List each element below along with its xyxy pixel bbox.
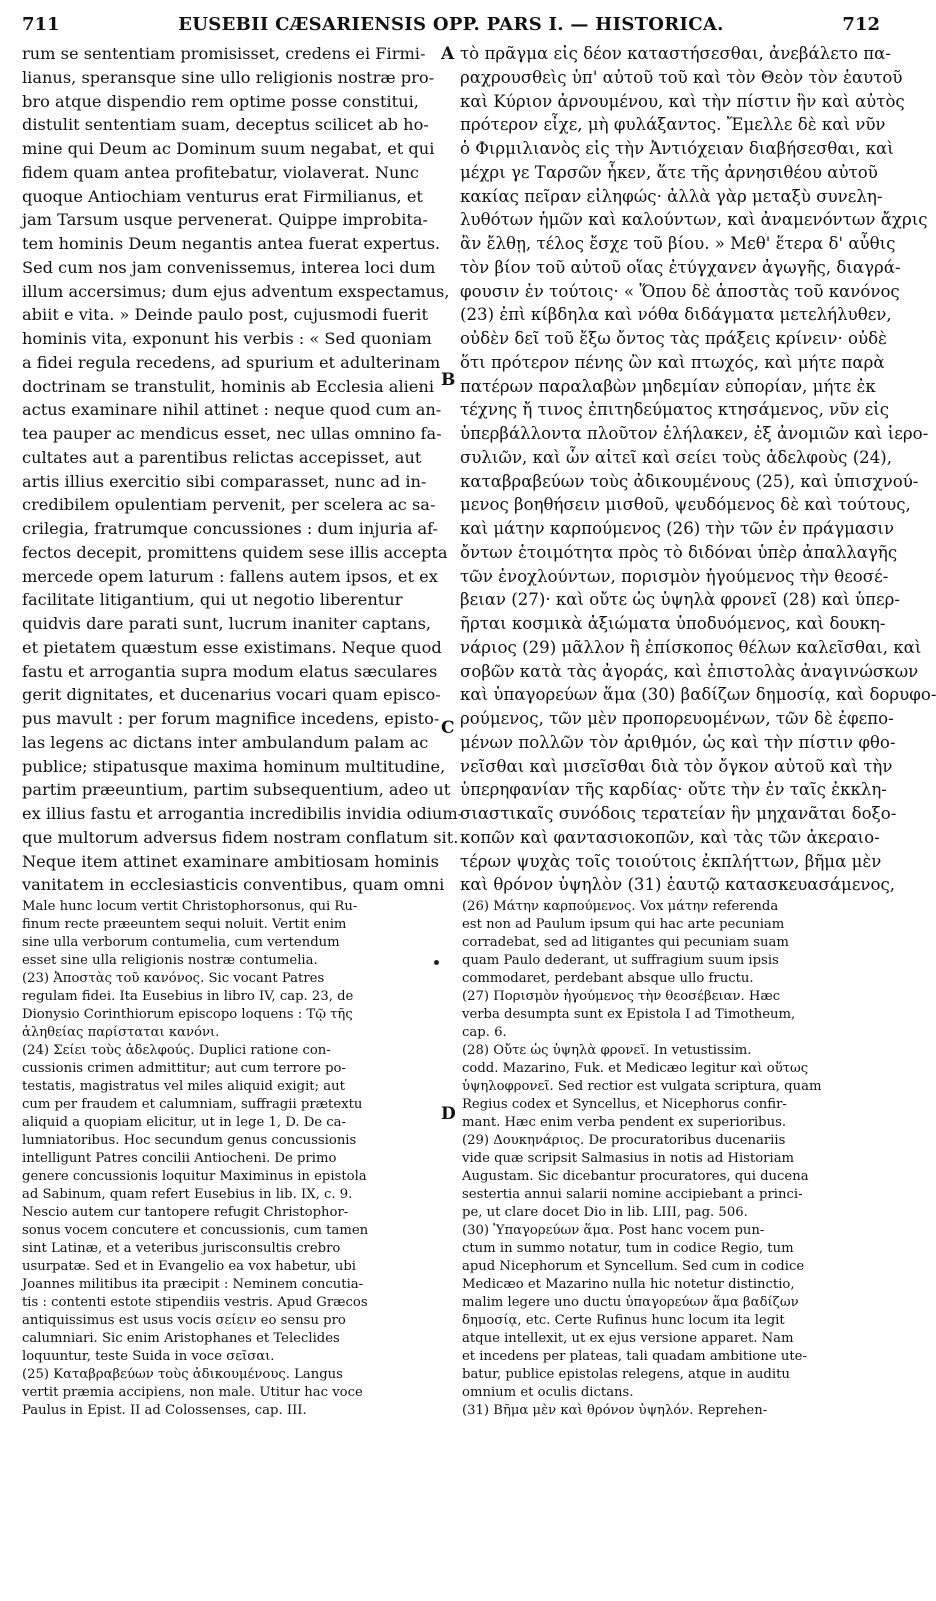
footnote-line: (23) Ἀποστὰς τοῦ κανόνος. Sic vocant Patres bbox=[22, 971, 325, 986]
latin-text-line: credibilem opulentiam pervenit, per scelera ac sa- bbox=[22, 495, 436, 515]
latin-text-line: facilitate litigantium, qui ut negotio liberentur bbox=[22, 590, 403, 610]
greek-text-line: τέχνης ἤ τινος ἐπιτηδεύματος κτησάμενος, νῦν εἰς bbox=[460, 400, 890, 420]
footnote-line: Nescio autem cur tantopere refugit Christophor- bbox=[22, 1205, 349, 1220]
greek-text-line: μένων πολλῶν τὸν ἀριθμόν, ὡς καὶ τὴν πίστιν φθο- bbox=[460, 732, 896, 752]
latin-text-line: jam Tarsum usque pervenerat. Quippe improbita- bbox=[22, 210, 429, 230]
greek-text-line: μέχρι γε Ταρσῶν ἧκεν, ἅτε τῆς ἀρνησιθέου αὐτοῦ bbox=[460, 162, 878, 182]
footnote-line: verba desumpta sunt ex Epistola I ad Timotheum, bbox=[462, 1007, 796, 1022]
footnote-line: lumniatoribus. Hoc secundum genus concussionis bbox=[22, 1133, 357, 1148]
greek-text-line: συλιῶν, καὶ ὧν αἰτεῖ καὶ σείει τοὺς ἀδελφοὺς (24), bbox=[460, 447, 893, 467]
greek-text-line: ρούμενος, τῶν μὲν προπορευομένων, τῶν δὲ ἐφεπο- bbox=[460, 709, 894, 728]
section-marker-d: D bbox=[441, 1104, 456, 1124]
footnote-line: Regius codex et Syncellus, et Nicephorus confir- bbox=[462, 1097, 787, 1112]
greek-text-line: καὶ μάτην καρπούμενος (26) τὴν τῶν ἐν πράγμασιν bbox=[460, 519, 895, 538]
footnote-line: corradebat, sed ad litigantes qui pecuniam suam bbox=[462, 935, 789, 950]
footnote-line: antiquissimus est usus vocis σείειν eo sensu pro bbox=[22, 1313, 346, 1328]
greek-text-line: τὸ πρᾶγμα εἰς δέον καταστήσεσθαι, ἀνεβάλετο πα- bbox=[460, 44, 891, 63]
footnote-line: Joannes militibus ita præcipit : Neminem concutia- bbox=[22, 1277, 364, 1292]
footnote-line: sestertia annui salarii nomine accipiebant a princi- bbox=[462, 1187, 803, 1202]
footnote-line: (28) Οὔτε ὡς ὑψηλὰ φρονεῖ. In vetustissim. bbox=[462, 1043, 752, 1058]
latin-text-line: ex illius fastu et arrogantia incredibilis invidia odium- bbox=[22, 804, 464, 823]
footnote-line: aliquid a quopiam elicitur, ut in lege 1, D. De ca- bbox=[22, 1115, 346, 1130]
latin-text-line: et pietatem quæstum esse existimans. Neque quod bbox=[22, 637, 442, 657]
latin-text-line: doctrinam se transtulit, hominis ab Ecclesia alieni bbox=[22, 376, 434, 396]
greek-text-line: τὸν βίον τοῦ αὐτοῦ οἵας ἐτύγχανεν ἀγωγῆς, διαγρά- bbox=[460, 257, 901, 277]
footnotes-left bbox=[22, 898, 442, 1420]
latin-text-column bbox=[22, 42, 464, 897]
greek-text-line: ὑπερβάλλοντα πλοῦτον ἐλήλακεν, ἐξ ἀνομιῶν καὶ ἱερο- bbox=[460, 424, 929, 443]
section-marker-b: B bbox=[441, 370, 456, 390]
latin-text-line: pus mavult : per forum magnifice incedens, episto- bbox=[22, 709, 440, 728]
latin-text-line: tea pauper ac mendicus esset, nec ullas omnino fa- bbox=[22, 424, 442, 443]
footnote-line: intelligunt Patres concilii Antiocheni. De primo bbox=[22, 1151, 337, 1166]
latin-text-line: bro atque dispendio rem optime posse constitui, bbox=[22, 91, 419, 111]
footnote-line: batur, publice epistolas relegens, atque in auditu bbox=[462, 1367, 790, 1382]
latin-text-line: Neque item attinet examinare ambitiosam hominis bbox=[22, 851, 439, 871]
latin-text-line: distulit sententiam suam, deceptus scilicet ab ho- bbox=[22, 115, 429, 135]
latin-text-line: hominis vita, exponunt his verbis : « Sed quoniam bbox=[22, 329, 432, 348]
greek-text-line: ὑπερηφανίαν τῆς καρδίας· οὔτε τὴν ἐν ταῖς ἐκκλη- bbox=[460, 780, 887, 800]
footnote-line: atque intellexit, ut ex ejus versione apparet. Nam bbox=[462, 1331, 794, 1346]
footnote-line: Dionysio Corinthiorum episcopo loquens : Τῷ τῆς bbox=[22, 1007, 353, 1022]
footnote-line: mant. Hæc enim verba pendent ex superioribus. bbox=[462, 1115, 787, 1130]
footnote-line: Male hunc locum vertit Christophorsonus, qui Ru- bbox=[22, 899, 358, 914]
greek-text-line: πατέρων παραλαβὼν μηδεμίαν εὐπορίαν, μήτε ἐκ bbox=[460, 376, 876, 396]
footnote-line: calumniari. Sic enim Aristophanes et Teleclides bbox=[22, 1331, 340, 1346]
footnotes-right bbox=[462, 898, 882, 1420]
latin-text-line: fectos decepit, promittens quidem sese illis accepta bbox=[22, 542, 448, 562]
footnote-line: (25) Καταβραβεύων τοὺς ἀδικουμένους. Langus bbox=[22, 1367, 343, 1382]
page-number-right: 712 bbox=[842, 14, 880, 35]
footnote-line: ad Sabinum, quam refert Eusebius in lib. IX, c. 9. bbox=[22, 1187, 353, 1202]
footnote-line: cum per fraudem et calumniam, suffragii prætextu bbox=[22, 1097, 363, 1112]
footnote-line: codd. Mazarino, Fuk. et Medicæo legitur καὶ οὕτως bbox=[462, 1061, 809, 1076]
greek-text-line: καὶ θρόνον ὑψηλὸν (31) ἑαυτῷ κατασκευασάμενος, bbox=[460, 875, 896, 895]
latin-text-line: quoque Antiochiam venturus erat Firmilianus, et bbox=[22, 186, 423, 206]
section-marker-c: C bbox=[441, 718, 455, 738]
latin-text-line: lianus, speransque sine ullo religionis nostræ pro- bbox=[22, 67, 435, 87]
latin-text-line: publice; stipatusque maxima hominum multitudine, bbox=[22, 756, 446, 776]
footnote-line: ὑψηλοφρονεῖ. Sed rectior est vulgata scriptura, quam bbox=[462, 1079, 822, 1094]
greek-text-line: νάριος (29) μᾶλλον ἢ ἐπίσκοπος θέλων καλεῖσθαι, καὶ bbox=[460, 637, 922, 657]
greek-text-line: (23) ἐπὶ κίβδηλα καὶ νόθα διδάγματα μετελήλυθεν, bbox=[460, 305, 892, 325]
greek-text-line: σιαστικαῖς συνόδοις τερατείαν ἣν μηχανᾶται δοξο- bbox=[460, 804, 897, 823]
greek-text-line: ὄντων ἑτοιμότητα πρὸς τὸ διδόναι ὑπὲρ ἀπαλλαγῆς bbox=[460, 542, 898, 562]
footnote-line: (29) Δουκηνάριος. De procuratoribus ducenariis bbox=[462, 1133, 786, 1148]
latin-text-line: tem hominis Deum negantis antea fuerat expertus. bbox=[22, 234, 441, 253]
footnote-line: vide quæ scripsit Salmasius in notis ad Historiam bbox=[462, 1151, 795, 1166]
latin-text-line: artis illius exercitio sibi comparasset, nunc ad in- bbox=[22, 471, 427, 491]
footnote-line: tis : contenti estote stipendiis vestris. Apud Græcos bbox=[22, 1295, 368, 1310]
latin-text-line: illum accersimus; dum ejus adventum exspectamus, bbox=[22, 281, 450, 301]
latin-text-line: gerit dignitates, et ducenarius vocari quam episco- bbox=[22, 685, 441, 705]
greek-text-line: ὅτι πρότερον πένης ὢν καὶ πτωχός, καὶ μήτε παρὰ bbox=[460, 352, 885, 372]
latin-text-line: mine qui Deum ac Dominum suum negabat, et qui bbox=[22, 139, 435, 158]
greek-text-line: ῆρται κοσμικὰ ἀξιώματα ὑποδυόμενος, καὶ δουκη- bbox=[460, 614, 886, 633]
greek-text-line: βειαν (27)· καὶ οὔτε ὡς ὑψηλὰ φρονεῖ (28) καὶ ὑπερ- bbox=[460, 590, 900, 610]
footnote-line: vertit præmia accipiens, non male. Utitur hac voce bbox=[22, 1385, 363, 1400]
footnote-line: finum recte præeuntem sequi noluit. Vertit enim bbox=[22, 917, 347, 932]
footnote-line: usurpatæ. Sed et in Evangelio ea vox habetur, ubi bbox=[22, 1259, 357, 1274]
footnote-line: omnium et oculis dictans. bbox=[462, 1385, 634, 1400]
greek-text-line: λυθότων ἡμῶν καὶ καλούντων, καὶ ἀναμενόντων ἄχρις bbox=[460, 210, 928, 230]
section-marker-a: A bbox=[441, 44, 455, 64]
greek-text-line: τῶν ἐνοχλούντων, πορισμὸν ἡγούμενος τὴν θεοσέ- bbox=[460, 566, 889, 586]
greek-text-line: ὁ Φιρμιλιανὸς εἰς τὴν Ἀντιόχειαν διαβήσεσθαι, καὶ bbox=[460, 139, 894, 158]
footnote-line: ctum in summo notatur, tum in codice Regio, tum bbox=[462, 1241, 794, 1256]
footnote-line: loquuntur, teste Suida in voce σεῖσαι. bbox=[22, 1349, 275, 1364]
footnote-line: Augustam. Sic dicebantur procuratores, qui ducena bbox=[462, 1169, 809, 1184]
latin-text-line: las legens ac dictans inter ambulandum palam ac bbox=[22, 732, 429, 752]
footnote-line: sine ulla verborum contumelia, cum vertendum bbox=[22, 935, 340, 950]
latin-text-line: abiit e vita. » Deinde paulo post, cujusmodi fuerit bbox=[22, 305, 428, 325]
greek-text-line: κακίας πεῖραν εἰληφώς· ἀλλὰ γὰρ μεταξὺ συνελη- bbox=[460, 186, 883, 206]
footnote-line: δημοσίᾳ, etc. Certe Rufinus hunc locum ita legit bbox=[462, 1313, 785, 1328]
footnote-line: ἀληθείας παρίσταται κανόνι. bbox=[22, 1025, 220, 1040]
latin-text-line: Sed cum nos jam convenissemus, interea loci dum bbox=[22, 257, 436, 277]
greek-text-line: ἂν ἔλθῃ, τέλος ἔσχε τοῦ βίου. » Μεθ' ἕτερα δ' αὖθις bbox=[460, 234, 896, 253]
footnote-line: (24) Σείει τοὺς ἀδελφούς. Duplici ratione con- bbox=[22, 1043, 331, 1058]
latin-text-line: crilegia, fratrumque concussiones : dum injuria af- bbox=[22, 519, 439, 538]
footnote-line: pe, ut clare docet Dio in lib. LIII, pag. 506. bbox=[462, 1205, 748, 1220]
greek-text-column bbox=[460, 42, 936, 897]
footnote-line: (30) Ὑπαγορεύων ἅμα. Post hanc vocem pun- bbox=[462, 1223, 765, 1238]
greek-text-line: καὶ Κύριον ἀρνουμένου, καὶ τὴν πίστιν ἣν καὶ αὐτὸς bbox=[460, 91, 905, 111]
latin-text-line: mercede opem laturum : fallens autem ipsos, et ex bbox=[22, 566, 438, 586]
footnote-line: sonus vocem concutere et concussionis, cum tamen bbox=[22, 1223, 369, 1238]
latin-text-line: fidem quam antea profitebatur, violaverat. Nunc bbox=[22, 162, 419, 182]
footnote-line: sint Latinæ, et a veteribus jurisconsultis crebro bbox=[22, 1241, 341, 1256]
greek-text-line: οὐδὲν δεῖ τοῦ ἔξω ὄντος τὰς πράξεις κρίνειν· οὐδὲ bbox=[460, 329, 887, 348]
footnote-line: malim legere uno ductu ὑπαγορεύων ἅμα βαδίζων bbox=[462, 1295, 799, 1310]
footnote-line: (31) Βῆμα μὲν καὶ θρόνον ὑψηλόν. Reprehen- bbox=[462, 1403, 768, 1418]
latin-text-line: que multorum adversus fidem nostram conflatum sit. bbox=[22, 827, 459, 847]
latin-text-line: quidvis dare parati sunt, lucrum inaniter captans, bbox=[22, 614, 432, 633]
latin-text-line: cultates aut a parentibus relictas accepisset, aut bbox=[22, 447, 422, 467]
page-number-left: 711 bbox=[22, 14, 60, 35]
greek-text-line: πρότερον εἶχε, μὴ φυλάξαντος. Ἔμελλε δὲ καὶ νῦν bbox=[460, 115, 886, 135]
running-title: EUSEBII CÆSARIENSIS OPP. PARS I. — HISTORICA. bbox=[178, 14, 724, 35]
latin-text-line: actus examinare nihil attinet : neque quod cum an- bbox=[22, 400, 442, 420]
greek-text-line: κοπῶν καὶ φαντασιοκοπῶν, καὶ τὰς τῶν ἀκεραιο- bbox=[460, 827, 880, 847]
greek-text-line: καὶ ὑπαγορεύων ἅμα (30) βαδίζων δημοσίᾳ, καὶ δορυφο- bbox=[460, 685, 936, 705]
footnote-line: Medicæo et Mazarino nulla hic notetur distinctio, bbox=[462, 1277, 795, 1292]
footnote-line: (27) Πορισμὸν ἡγούμενος τὴν θεοσέβειαν. Hæc bbox=[462, 989, 781, 1004]
footnote-line: apud Nicephorum et Syncellum. Sed cum in codice bbox=[462, 1259, 805, 1274]
greek-text-line: φουσιν ἐν τούτοις· « Ὅπου δὲ ἀποστὰς τοῦ κανόνος bbox=[460, 281, 900, 301]
latin-text-line: partim præeuntium, partim subsequentium, adeo ut bbox=[22, 780, 451, 800]
footnote-line: cussionis crimen admittitur; aut cum terrore po- bbox=[22, 1061, 346, 1076]
greek-text-line: καταβραβεύων τοὺς ἀδικουμένους (25), καὶ ὑπισχνού- bbox=[460, 471, 919, 491]
footnote-line: testatis, magistratus vel miles aliquid exigit; aut bbox=[22, 1079, 345, 1094]
footnote-line: cap. 6. bbox=[462, 1025, 507, 1040]
latin-text-line: fastu et arrogantia supra modum elatus sæculares bbox=[22, 661, 438, 681]
greek-text-line: σοβῶν κατὰ τὰς ἀγοράς, καὶ ἐπιστολὰς ἀναγινώσκων bbox=[460, 661, 919, 681]
footnote-line: et incedens per plateas, tali quadam ambitione ute- bbox=[462, 1349, 807, 1364]
latin-text-line: a fidei regula recedens, ad spurium et adulterinam bbox=[22, 352, 441, 372]
footnote-line: Paulus in Epist. II ad Colossenses, cap. III. bbox=[22, 1403, 307, 1418]
greek-text-line: τέρων ψυχὰς τοῖς τοιούτοις ἐκπλήττων, βῆμα μὲν bbox=[460, 851, 882, 871]
latin-text-line: rum se sententiam promisisset, credens ei Firmi- bbox=[22, 44, 426, 63]
greek-text-line: νεῖσθαι καὶ μισεῖσθαι διὰ τὸν ὄγκον αὐτοῦ καὶ τὴν bbox=[460, 756, 893, 776]
footnote-line: est non ad Paulum ipsum qui hac arte pecuniam bbox=[462, 917, 785, 932]
greek-text-line: μενος βοηθήσειν μισθοῦ, ψευδόμενος δὲ καὶ τούτους, bbox=[460, 495, 911, 515]
footnote-line: (26) Μάτην καρπούμενος. Vox μάτην referenda bbox=[462, 899, 779, 914]
footnote-line: genere concussionis loquitur Maximinus in epistola bbox=[22, 1169, 367, 1184]
footnote-line: commodaret, perdebant absque ullo fructu. bbox=[462, 971, 754, 986]
greek-text-line: ραχρουσθεὶς ὑπ' αὐτοῦ τοῦ καὶ τὸν Θεὸν τὸν ἑαυτοῦ bbox=[460, 67, 903, 87]
footnote-line: quam Paulo dederant, ut suffragium suum ipsis bbox=[462, 953, 779, 968]
footnote-line: regulam fidei. Ita Eusebius in libro IV, cap. 23, de bbox=[22, 989, 354, 1004]
footnote-line: esset sine ulla religionis nostræ contumelia. bbox=[22, 953, 318, 968]
latin-text-line: vanitatem in ecclesiasticis conventibus, quam omni bbox=[22, 875, 445, 895]
page-header bbox=[22, 14, 880, 40]
